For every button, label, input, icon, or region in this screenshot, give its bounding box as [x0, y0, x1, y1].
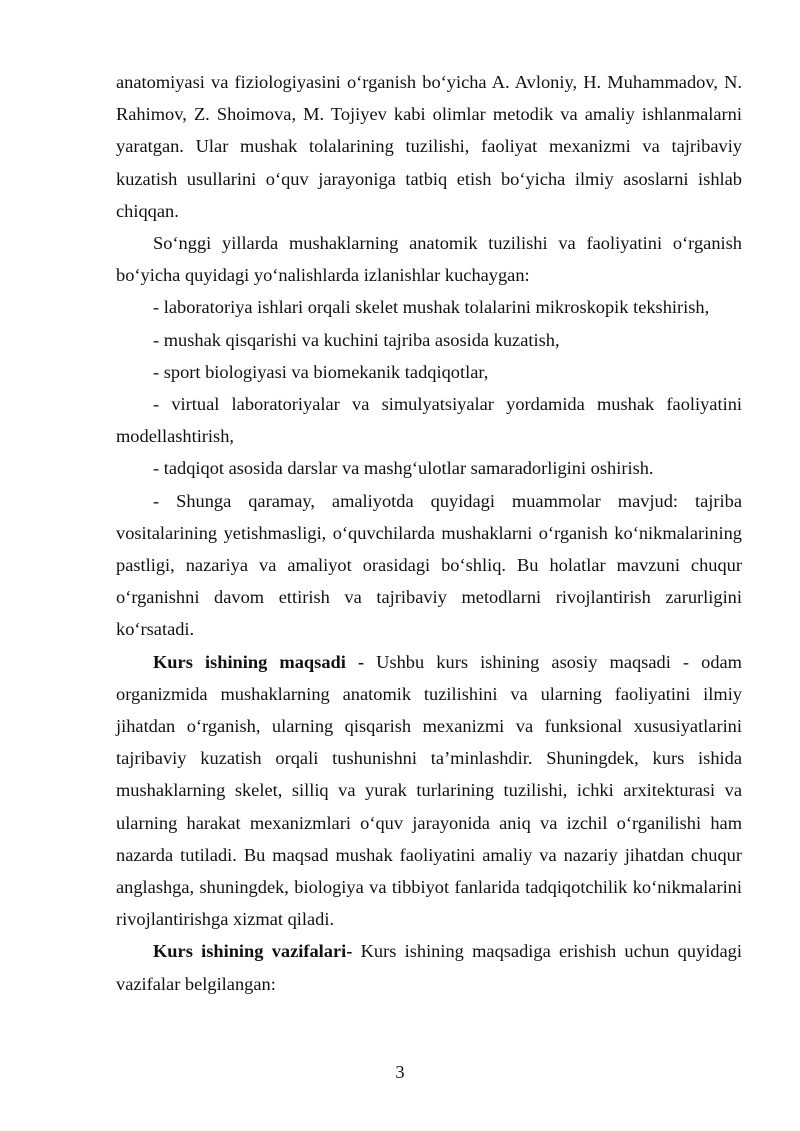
tasks-paragraph: [116, 935, 742, 999]
list-item: - laboratoriya ishlari orqali skelet mushak tolalarini mikroskopik tekshirish,: [153, 297, 710, 318]
research-directions-paragraph: So‘nggi yillarda mushaklarning anatomik tuzilishi va faoliyatini o‘rganish bo‘yicha quyidagi yo‘nalishlarda izlanishlar kuchaygan:: [116, 233, 742, 286]
purpose-text: Ushbu kurs ishining asosiy maqsadi - odam organizmida mushaklarning anatomik tuzilishini va ularning faoliyatini ilmiy jihatdan o‘rganish, ularning qisqarish mexanizmi va funksional xususiyatlarini tajribaviy kuzatish orqali tushunishni ta’minlashdir. Shuningdek, kurs ishida mushaklarning skelet, silliq va yurak turlarining tuzilishi, ichki arxitekturasi va ularning harakat mexanizmlari o‘quv jarayonida aniq va izchil o‘rganilishi ham nazarda tutiladi. Bu maqsad mushak faoliyatini amaliy va nazariy jihatdan chuqur anglashga, shuningdek, biologiya va tibbiyot fanlarida tadqiqotchilik ko‘nikmalarini rivojlantirishga xizmat qiladi.: [116, 651, 742, 930]
purpose-heading: Kurs ishining maqsadi -: [153, 651, 365, 672]
intro-paragraph: anatomiyasi va fiziologiyasini o‘rganish bo‘yicha A. Avloniy, H. Muhammadov, N. Rahimov, Z. Shoimova, M. Tojiyev kabi olimlar metodik va amaliy ishlanmalarni yaratgan. Ular mushak tolalarining tuzilishi, faoliyat mexanizmi va tajribaviy kuzatish usullarini o‘quv jarayoniga tatbiq etish bo‘yicha ilmiy asoslarni ishlab chiqqan.: [116, 72, 742, 221]
tasks-text: Kurs ishining maqsadiga erishish uchun quyidagi vazifalar belgilangan:: [116, 941, 742, 994]
tasks-heading: Kurs ishining vazifalari-: [153, 941, 353, 962]
document-page: [116, 66, 742, 1000]
list-item: - virtual laboratoriyalar va simulyatsiyalar yordamida mushak faoliyatini modellashtirish,: [116, 394, 742, 447]
page-number: 3: [395, 1062, 405, 1082]
list-item: - sport biologiyasi va biomekanik tadqiqotlar,: [153, 361, 489, 382]
list-item: - mushak qisqarishi va kuchini tajriba asosida kuzatish,: [153, 329, 560, 350]
purpose-paragraph: [116, 646, 742, 936]
list-item: - tadqiqot asosida darslar va mashg‘ulotlar samaradorligini oshirish.: [153, 458, 654, 479]
list-item: - Shunga qaramay, amaliyotda quyidagi muammolar mavjud: tajriba vositalarining yetishmasligi, o‘quvchilarda mushaklarni o‘rganish ko‘nikmalarining pastligi, nazariya va amaliyot orasidagi bo‘shliq. Bu holatlar mavzuni chuqur o‘rganishni davom ettirish va tajribaviy metodlarni rivojlantirish zarurligini ko‘rsatadi.: [116, 490, 742, 640]
